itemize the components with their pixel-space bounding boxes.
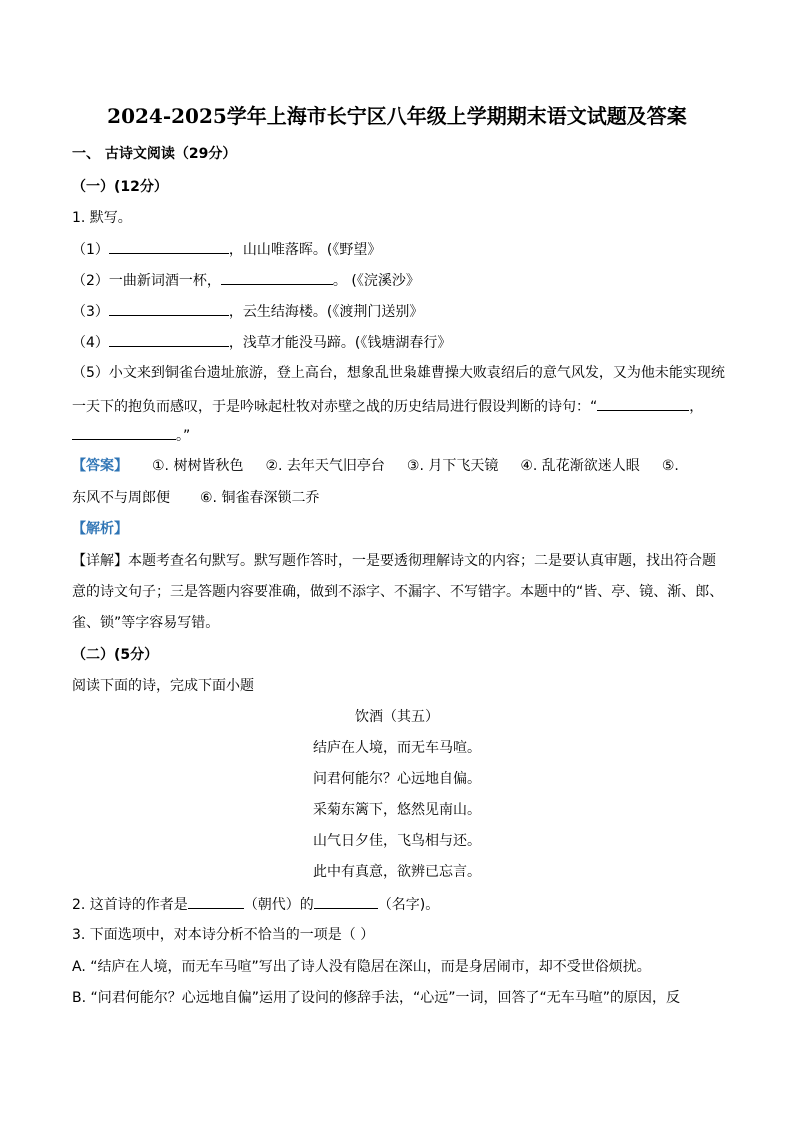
question-2 [72,895,724,914]
detail-line-3: 雀、锁”等字容易写错。 [72,615,220,631]
item-prefix: 一曲新词酒一杯， [108,273,221,289]
item-text: ，山山唯落晖。(《野望》 [228,242,382,258]
item-number: （2） [72,273,109,289]
name-blank[interactable] [314,895,378,909]
reading-instruction: 阅读下面的诗，完成下面小题 [72,678,254,694]
answer-blank[interactable] [109,240,229,254]
poem-line-2: 问君何能尔？心远地自偏。 [313,771,481,787]
answer-1: ①. 树树皆秋色 [152,458,244,474]
section-heading: 一、 古诗文阅读（29分） [72,146,237,162]
option-a: A. “结庐在人境，而无车马喧”写出了诗人没有隐居在深山，而是身居闹市，却不受世俗烦扰。 [72,959,651,975]
question-3: 3. 下面选项中，对本诗分析不恰当的一项是（ ） [72,927,375,943]
detail-line-1: 【详解】本题考查名句默写。默写题作答时，一是要透彻理解诗文的内容；二是要认真审题，找出符合题 [72,553,716,569]
poem-title: 饮酒（其五） [355,709,439,725]
answer-blank[interactable] [597,397,689,411]
answer-5-number: ⑤. [661,458,679,474]
dictation-item-1 [72,240,724,259]
q2-text-a: 2. 这首诗的作者是 [72,897,188,913]
answer-blank[interactable] [221,271,333,285]
poem-line-1: 结庐在人境，而无车马喧。 [313,740,481,756]
dictation-item-4 [72,333,724,352]
item-text: ，浅草才能没马蹄。(《钱塘湖春行》 [228,335,452,351]
answer-5-text: 东风不与周郎便 [72,490,170,506]
question-1-label: 1. 默写。 [72,210,132,226]
item-number: （1） [72,242,109,258]
answer-blank[interactable] [109,333,229,347]
analysis-tag: 【解析】 [72,521,128,537]
poem-line-3: 采菊东篱下，悠然见南山。 [313,802,481,818]
question-5-line-3 [72,426,724,445]
q2-text-c: （名字)。 [377,897,440,913]
poem-line-4: 山气日夕佳，飞鸟相与还。 [313,833,481,849]
q5-comma: ， [689,399,704,415]
question-5-line-1: （5）小文来到铜雀台遗址旅游，登上高台，想象乱世枭雄曹操大败袁绍后的意气风发，又为他未能实现统 [72,365,725,381]
option-b: B. “问君何能尔？心远地自偏”运用了设问的修辞手法，“心远”一词，回答了“无车马喧”的原因，反 [72,990,681,1006]
answer-tag: 【答案】 [72,458,128,474]
answer-3: ③. 月下飞天镜 [406,458,499,474]
item-text: 。 (《浣溪沙》 [332,273,420,289]
question-5-line-2 [72,397,724,416]
dictation-item-3 [72,302,724,321]
item-number: （4） [72,335,109,351]
answer-6: ⑥. 铜雀春深锁二乔 [200,490,320,506]
dictation-item-2 [72,271,724,290]
part2-heading: （二）(5分） [72,647,159,663]
item-number: （3） [72,304,109,320]
poem-line-5: 此中有真意，欲辨已忘言。 [313,864,481,880]
part1-heading: （一）(12分） [72,179,168,195]
answer-2: ②. 去年天气旧亭台 [265,458,385,474]
dynasty-blank[interactable] [188,895,244,909]
answer-line-2 [72,489,724,507]
answer-4: ④. 乱花渐欲迷人眼 [520,458,640,474]
answer-blank[interactable] [72,426,176,440]
answer-line-1 [72,457,724,475]
detail-line-2: 意的诗文句子；三是答题内容要准确，做到不添字、不漏字、不写错字。本题中的“皆、亭、镜、渐、郎、 [72,584,724,600]
q2-text-b: （朝代）的 [243,897,314,913]
item-text: ，云生结海楼。(《渡荆门送别》 [228,304,424,320]
answer-blank[interactable] [109,302,229,316]
q5-text: 一天下的抱负而感叹，于是吟咏起杜牧对赤壁之战的历史结局进行假设判断的诗句：“ [72,399,598,415]
document-title: 2024-2025学年上海市长宁区八年级上学期期末语文试题及答案 [107,104,687,128]
q5-end: 。” [176,428,191,444]
